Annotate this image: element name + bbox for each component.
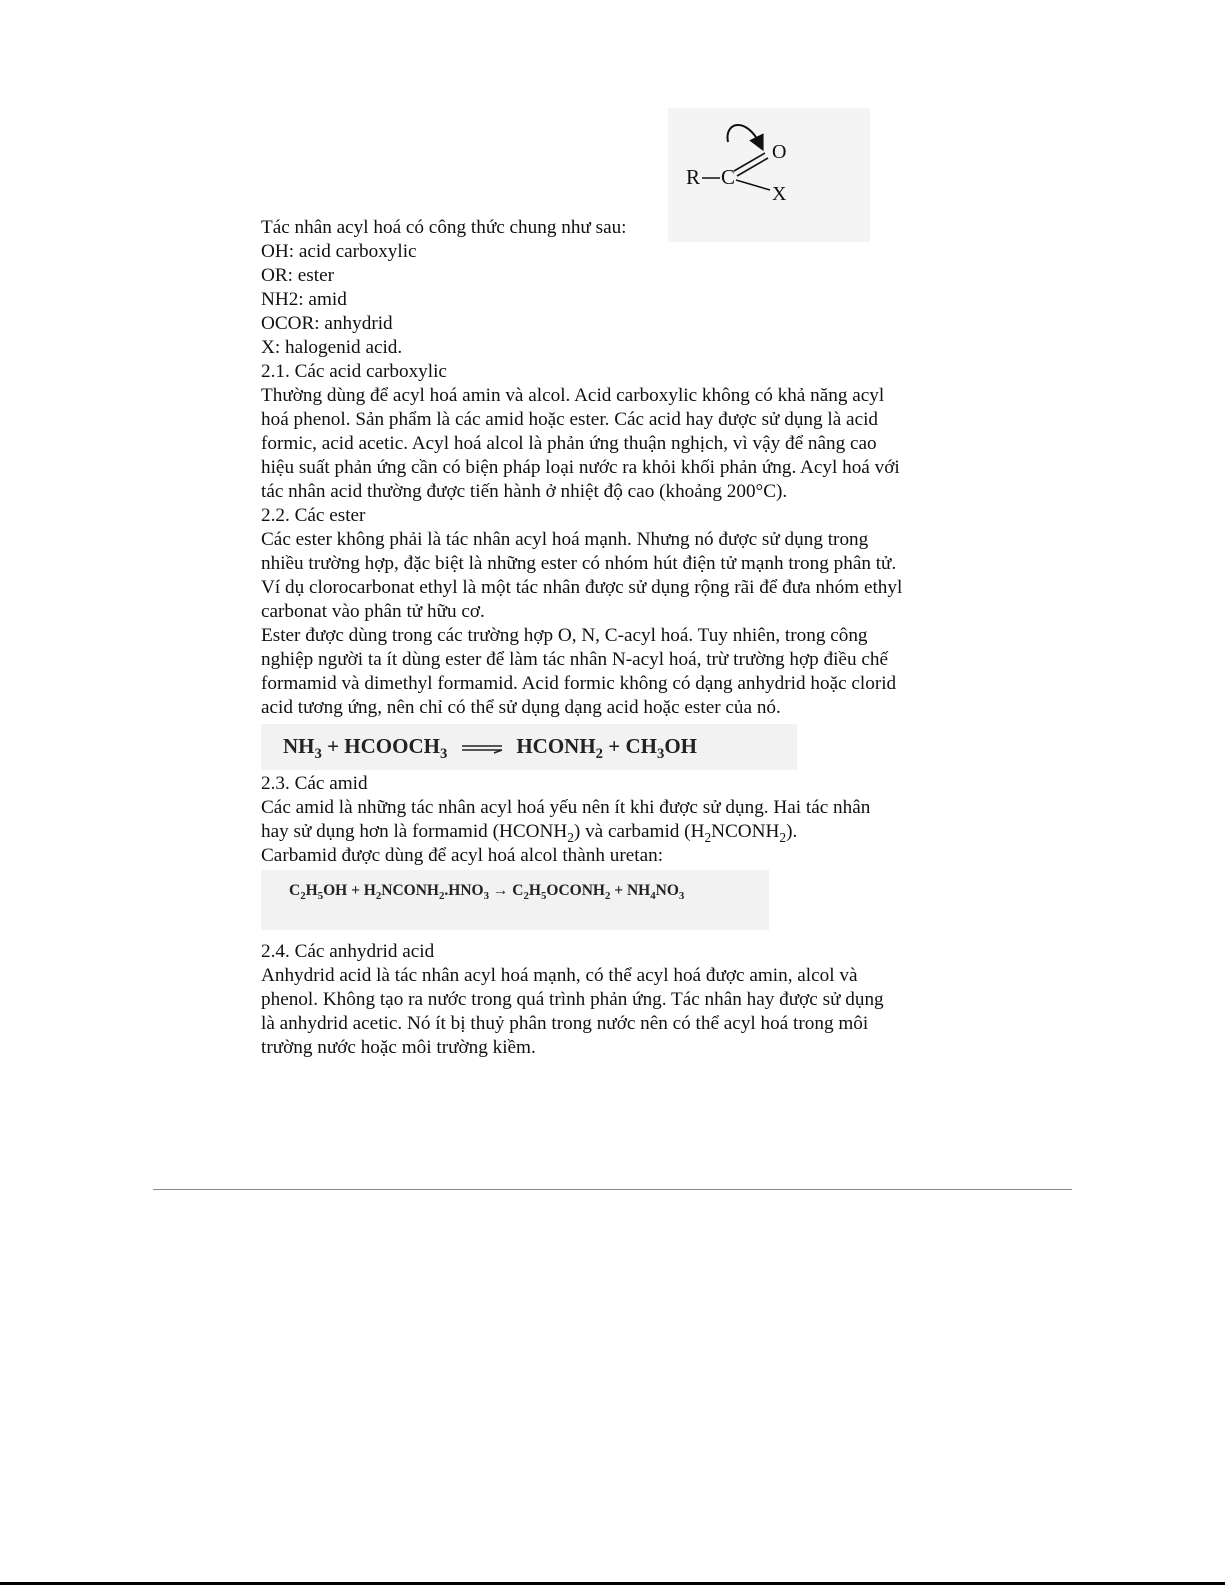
section-heading-carboxylic: 2.1. Các acid carboxylic (261, 361, 447, 382)
list-item: OCOR: anhydrid (261, 313, 393, 334)
ester-ammonolysis-equation (261, 724, 797, 770)
equation-text: $C_2H_5OH$ + $H_2NCONH_2.HNO_3$ → $C_2H_5OCONH_2 + NH_4NO_3$ (289, 882, 685, 903)
page-divider (153, 1189, 1072, 1190)
intro-text: Tác nhân acyl hoá có công thức chung như sau: (261, 217, 627, 238)
paragraph-line: nghiệp người ta ít dùng ester để làm tác nhân N-acyl hoá, trừ trường hợp điều chế (261, 649, 888, 670)
paragraph-line: Anhydrid acid là tác nhân acyl hoá mạnh, có thể acyl hoá được amin, alcol và (261, 965, 858, 986)
equilibrium-arrow-icon (458, 741, 506, 755)
paragraph-line: Carbamid được dùng để acyl hoá alcol thành uretan: (261, 845, 664, 866)
paragraph-line: trường nước hoặc môi trường kiềm. (261, 1037, 536, 1058)
list-item: OH: acid carboxylic (261, 241, 417, 262)
section-heading-anhydrid: 2.4. Các anhydrid acid (261, 941, 435, 962)
list-item: NH2: amid (261, 289, 347, 310)
section-heading-ester: 2.2. Các ester (261, 505, 366, 526)
urethane-equation (261, 870, 769, 930)
paragraph-line: acid tương ứng, nên chỉ có thể sử dụng dạng acid hoặc ester của nó. (261, 697, 781, 718)
paragraph-line: formic, acid acetic. Acyl hoá alcol là phản ứng thuận nghịch, vì vậy để nâng cao (261, 433, 877, 454)
paragraph-line: carbonat vào phân tử hữu cơ. (261, 601, 485, 622)
paragraph-line: nhiều trường hợp, đặc biệt là những ester có nhóm hút điện tử mạnh trong phân tử. (261, 553, 897, 574)
list-item: OR: ester (261, 265, 335, 286)
reaction-arrow-icon: → (492, 882, 509, 899)
paragraph-line: hoá phenol. Sản phẩm là các amid hoặc ester. Các acid hay được sử dụng là acid (261, 409, 879, 430)
paragraph-line: phenol. Không tạo ra nước trong quá trình phản ứng. Tác nhân hay được sử dụng (261, 989, 884, 1010)
paragraph-line: hiệu suất phản ứng cần có biện pháp loại nước ra khỏi khối phản ứng. Acyl hoá với (261, 457, 900, 478)
list-item: X: halogenid acid. (261, 337, 403, 358)
paragraph-line: Thường dùng để acyl hoá amin và alcol. Acid carboxylic không có khả năng acyl (261, 385, 885, 406)
paragraph-line: Ester được dùng trong các trường hợp O, N, C-acyl hoá. Tuy nhiên, trong công (261, 625, 868, 646)
paragraph-line: Các amid là những tác nhân acyl hoá yếu nên ít khi được sử dụng. Hai tác nhân (261, 797, 871, 818)
paragraph-line: Các ester không phải là tác nhân acyl hoá mạnh. Nhưng nó được sử dụng trong (261, 529, 869, 550)
paragraph-line: tác nhân acid thường được tiến hành ở nhiệt độ cao (khoảng 200°C). (261, 481, 788, 502)
paragraph-line: hay sử dụng hơn là formamid $(HCONH_2)$ và carbamid $(H_2NCONH_2)$. (261, 821, 798, 845)
document-body (261, 216, 969, 1060)
structure-c-label: C (721, 165, 736, 189)
paragraph-line: formamid và dimethyl formamid. Acid formic không có dạng anhydrid hoặc clorid (261, 673, 897, 694)
c-x-bond (736, 180, 770, 190)
structure-x-label: X (772, 183, 787, 205)
section-heading-amid: 2.3. Các amid (261, 773, 368, 794)
structure-o-label: O (772, 141, 787, 163)
paragraph-line: là anhydrid acetic. Nó ít bị thuỷ phân trong nước nên có thể acyl hoá trong môi (261, 1013, 869, 1034)
equation-text: $NH_3$ + $HCOOCH_3$ $HCONH_2 + CH_3OH$ (283, 734, 697, 763)
curved-arrow-icon (728, 125, 760, 144)
paragraph-line: Ví dụ clorocarbonat ethyl là một tác nhân được sử dụng rộng rãi để đưa nhóm ethyl (261, 577, 903, 598)
structure-r-label: R (686, 165, 701, 189)
